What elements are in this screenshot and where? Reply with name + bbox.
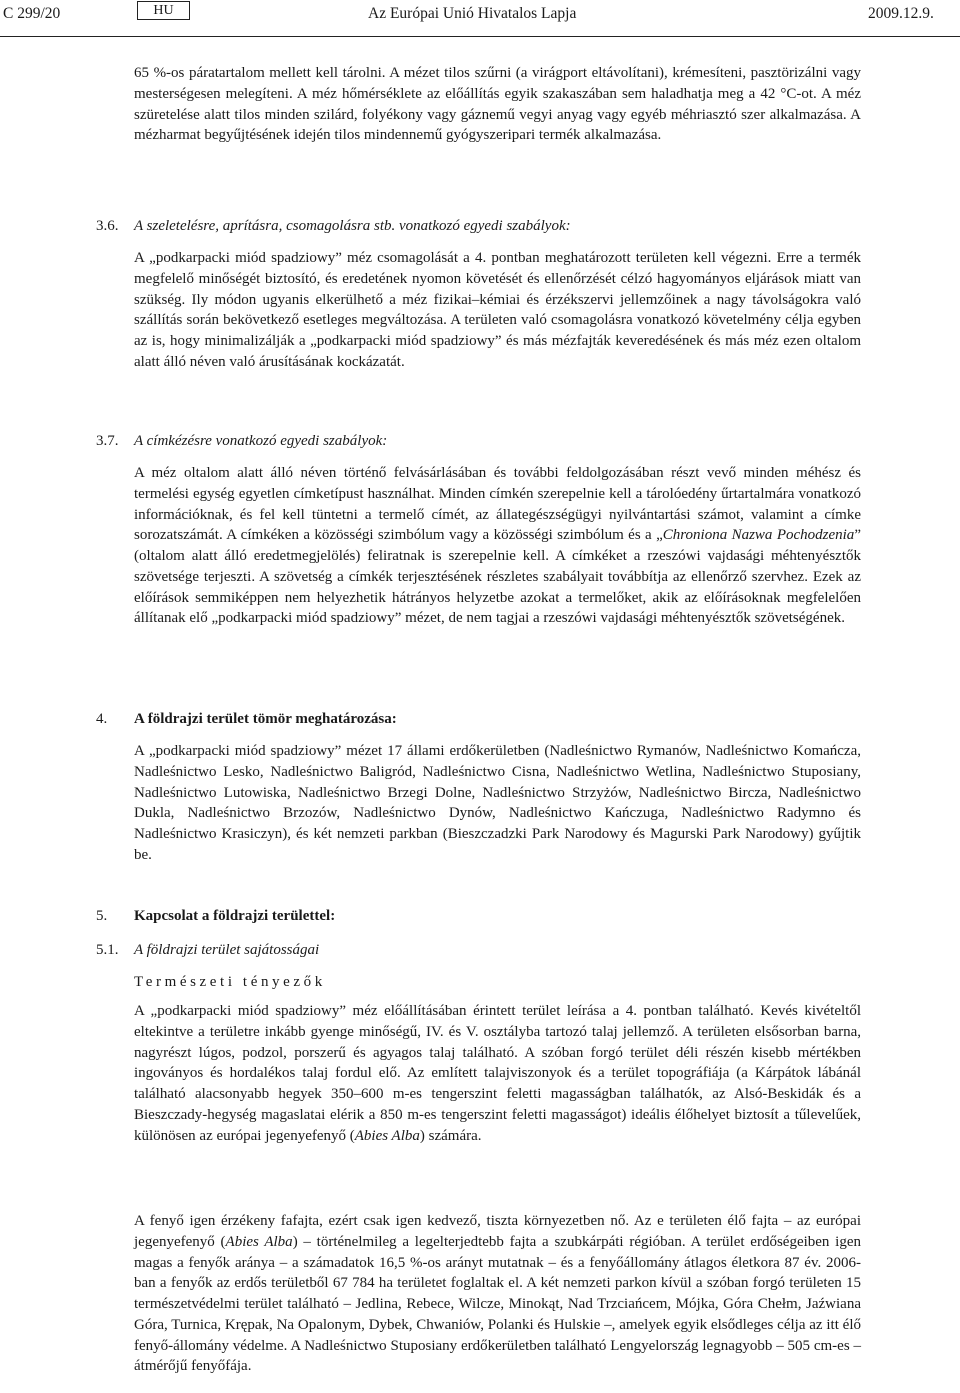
section-5-1-p1-b: ) számára. <box>419 1127 482 1144</box>
section-5-title: Kapcsolat a földrajzi területtel: <box>134 908 336 924</box>
section-4-body: A „podkarpacki miód spadziowy” mézet 17 állami erdőkerületben (Nadleśnictwo Rymanów, Nadleśnictwo Komańcza, Nadleśnictwo Lesko, Nadleśnictwo Baligród, Nadleśnictwo Cisna, Nadleśnictwo Wetlina, Nadleśnictwo Stuposiany, Nadleśnictwo Lutowiska, Nadleśnictwo Brzegi Dolne, Nadleśnictwo Strzyżów, Nadleśnictwo Bircza, Nadleśnictwo Dukla, Nadleśnictwo Brzozów, Nadleśnictwo Dynów, Nadleśnictwo Kańczuga, Nadleśnictwo Radymno és Nadleśnictwo Krasiczyn), és két nemzeti parkban (Bieszczadzki Park Narodowy és Magurski Park Narodowy) gyűjtik be. <box>134 743 861 863</box>
section-5-1-title: A földrajzi terület sajátosságai <box>134 942 320 958</box>
section-3-7-title: A címkézésre vonatkozó egyedi szabályok: <box>134 433 388 449</box>
publication-date: 2009.12.9. <box>868 5 934 22</box>
section-3-6-body: A „podkarpacki miód spadziowy” méz csomagolását a 4. pontban meghatározott területen kell végezni. Erre a termék megfelelő minőségét biztosító, és eredetének nyomon követését és ellenőrzését célzó hagyományos eljárások miatt van szükség. Ily módon ugyanis elkerülhető a méz fizikai–kémiai és érzékszervi jellemzőinek a nagy távolságokra való szállítás során bekövetkező esetleges megváltozása. A területen való csomagolásra vonatkozó követelmény célja egyben az is, hogy minimalizálják a „podkarpacki miód spadziowy” és más mézfajták keveredésének és más méz ezen oltalom alatt álló néven való árusításának kockázatát. <box>134 250 861 370</box>
section-5-number: 5. <box>96 908 108 924</box>
section-3-6-title: A szeletelésre, aprításra, csomagolásra stb. vonatkozó egyedi szabályok: <box>134 218 571 234</box>
page-header <box>0 0 960 40</box>
section-5-1-p1-a: A „podkarpacki miód spadziowy” méz előállításában érintett terület leírása a 4. pontban található. Kevés kivételtől eltekintve a területre inkább gyenge minőségű, IV. és V. osztályba tartozó talaj jellemző. A területen elsősorban barna, nagyrészt lúgos, podzol, porszerű és agyagos talaj található. A szóban forgó terület déli részén kisebb mértékben ingoványos és hordalékos talaj fordul elő. Az említett talajviszonyok és a terület topográfiája (a Kárpátok lábánál található alacsonyabb hegyek 350–600 m-es tengerszint feletti magasságban találhatók, az Alsó-Beskidák és a Bieszczady-hegység magaslatai elérik a 850 m-es tengerszint feletti magasságot) ideális élőhelyet biztosít a tűlevelűek, különösen az európai jegenyefenyő ( <box>134 1003 861 1144</box>
section-5-1-p2-b: ) – történelmileg a legelterjedtebb fajta a szubkárpáti régióban. A terület erdőségeiben igen magas a fenyők aránya – a számadatok 16,5 %-os arányt mutatnak – és a fenyőállomány átlagos életkora 87 év. 2006-ban a fenyők az erdős területből 67 784 ha területet foglaltak el. A két nemzeti parkon kívül a szóban forgó területen 15 természetvédelmi terület található – Jedlina, Rebece, Wilcze, Minokąt, Nad Trzciańcem, Mójka, Góra Chełm, Jaźwiana Góra, Turnica, Krępak, Na Opalonym, Dybek, Chwaniów, Polanki és Hulskie –, amelyek egyik elsődleges célja az itt élő fenyő-állomány védelme. A Nadleśnictwo Stuposiany erdőkerületben található Lengyelország legnagyobb – 505 cm-es – átmérőjű fenyőfája. <box>134 1233 861 1375</box>
journal-title: Az Európai Unió Hivatalos Lapja <box>368 5 577 22</box>
section-5-1-number: 5.1. <box>96 942 119 958</box>
section-5-1-p2-italic: Abies Alba <box>225 1233 293 1250</box>
oj-reference: C 299/20 <box>3 5 61 22</box>
section-5-1-p2-a: A fenyő igen érzékeny fafajta, ezért csak igen kedvező, tiszta környezetben nő. Az e területen élő fajta – az európai jegenyefenyő ( <box>134 1213 861 1250</box>
intro-paragraph: 65 %-os páratartalom mellett kell tárolni. A mézet tilos szűrni (a virágport eltávolítani), krémesíteni, pasztörizálni vagy mesterségesen melegíteni. A méz hőmérséklete az előállítás egyik szakaszában sem haladhatja meg a 42 °C-ot. A méz szüretelése alatt tilos minden szilárd, folyékony vagy gáznemű vegyi anyag vagy egyéb méhriasztó szer alkalmazása. A mézharmat begyűjtésének idején tilos mindennemű gyógyszeripari termék alkalmazása. <box>134 65 861 144</box>
section-3-7-body <box>134 463 861 629</box>
section-5-1-subtitle: Természeti tényezők <box>134 974 326 990</box>
section-4-title: A földrajzi terület tömör meghatározása: <box>134 711 397 727</box>
section-5-1-paragraph-2 <box>134 1211 861 1377</box>
section-5-1-paragraph-1 <box>134 1001 861 1146</box>
header-rule <box>0 36 960 37</box>
section-3-6-number: 3.6. <box>96 218 119 234</box>
section-3-7-number: 3.7. <box>96 433 119 449</box>
section-3-7-body-a: A méz oltalom alatt álló néven történő felvásárlásában és további feldolgozásában részt vevő minden méhész és termelési egység egyetlen címketípust használhat. Minden címkén szerepelnie kell a tárolóedény űrtartalmára vonatkozó információknak, és fel kell tüntetni a termelő címét, az állategészségügyi nyilvántartási számot, valamint a címke sorozatszámát. A címkéken a közösségi szimbólum vagy a közösségi szimbólum és a „ <box>134 465 861 544</box>
section-5-1-p1-italic: Abies Alba <box>354 1127 420 1144</box>
section-3-7-body-italic: Chroniona Nazwa Pochodzenia <box>662 527 855 544</box>
language-box: HU <box>137 1 190 20</box>
section-4-number: 4. <box>96 711 108 727</box>
section-3-7-body-b: ” (oltalom alatt álló eredetmegjelölés) feliratnak is szerepelnie kell. A címkéket a rzeszówi vajdasági méhtenyésztők szövetsége terjeszti. A szövetség a címkék terjesztésének részletes szabályait továbbítja az ellenőrző szervhez. Ezek az előírások semmiképpen nem helyezhetik hátrányos helyzetbe azokat a termelőket, akik az előírásoknak megfelelően állítanak elő „podkarpacki miód spadziowy” mézet, de nem tagjai a rzeszówi vajdasági méhtenyésztők szövetségének. <box>134 527 861 627</box>
